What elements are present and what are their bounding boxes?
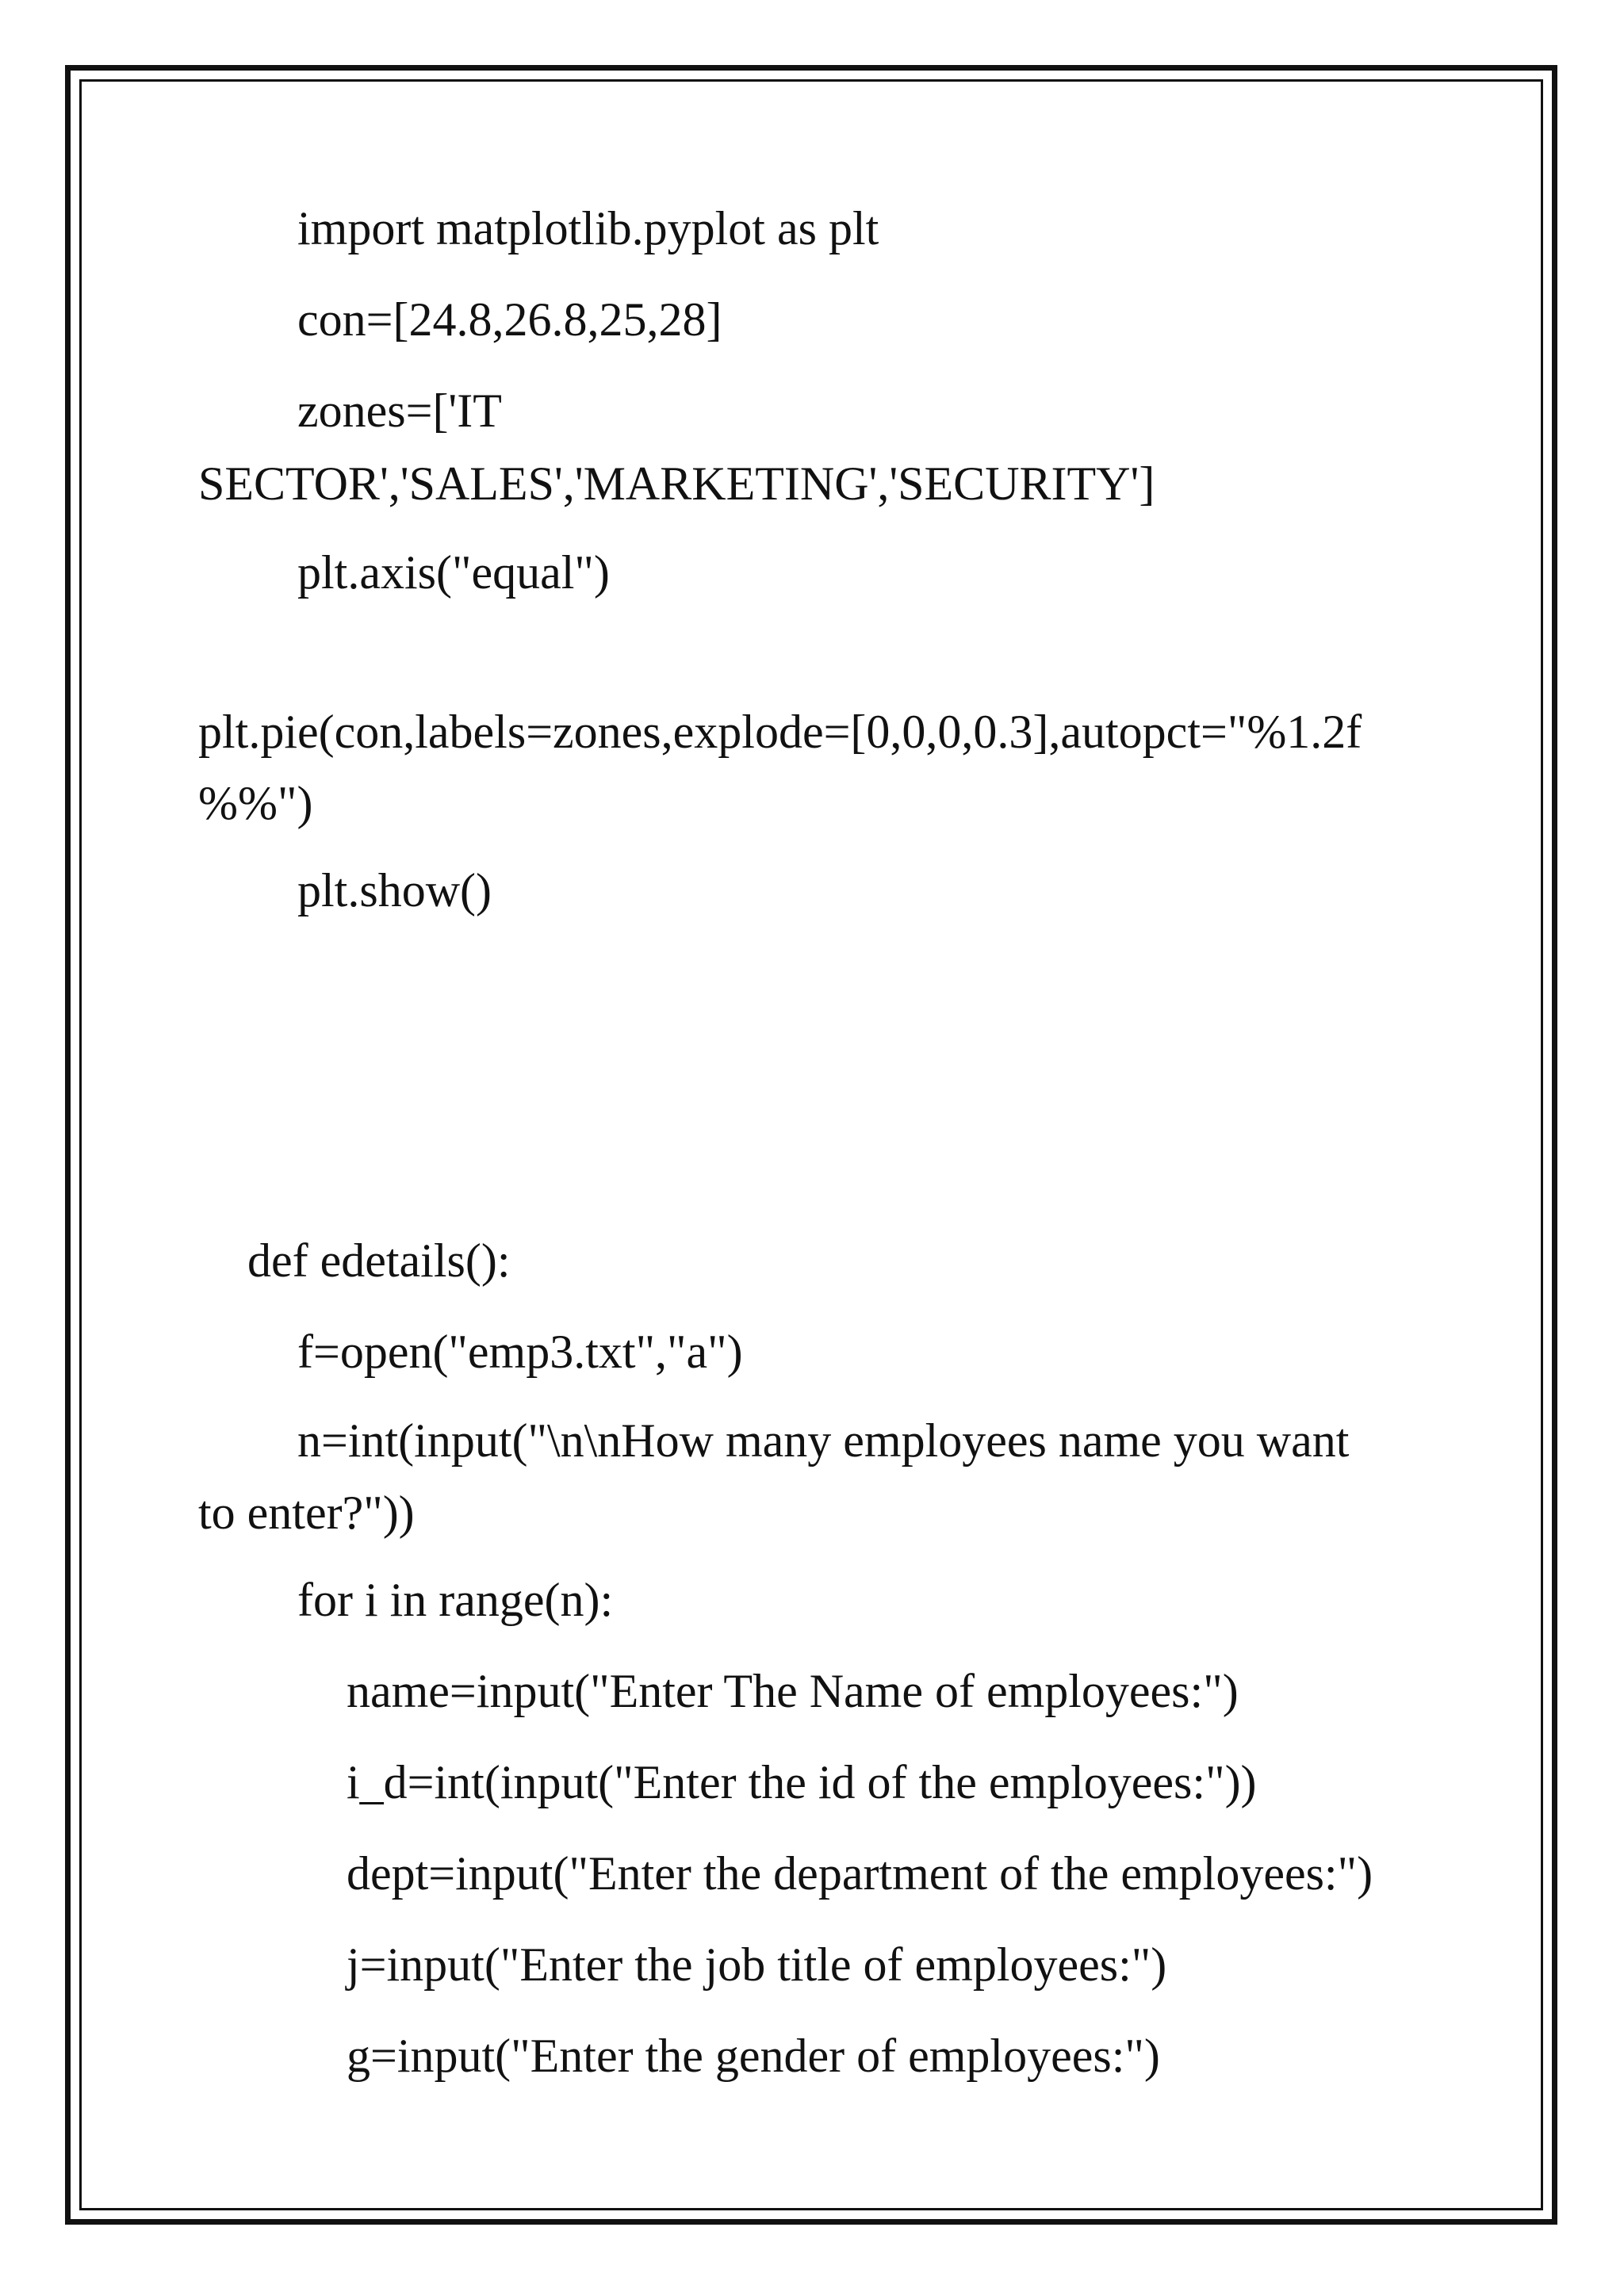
- code-line: n=int(input("\n\nHow many employees name you want: [297, 1414, 1350, 1467]
- code-line: SECTOR','SALES','MARKETING','SECURITY']: [198, 457, 1155, 510]
- code-line: def edetails():: [247, 1234, 511, 1287]
- code-line: dept=input("Enter the department of the employees:"): [347, 1847, 1373, 1900]
- code-line: to enter?")): [198, 1487, 415, 1539]
- code-line: j=input("Enter the job title of employees:"): [347, 1938, 1167, 1991]
- code-line: for i in range(n):: [297, 1574, 614, 1626]
- code-line: plt.pie(con,labels=zones,explode=[0,0,0,0.3],autopct="%1.2f: [198, 706, 1362, 758]
- code-line: f=open("emp3.txt","a"): [297, 1326, 743, 1378]
- code-line: con=[24.8,26.8,25,28]: [297, 293, 722, 346]
- code-line: plt.show(): [297, 864, 492, 916]
- code-line: g=input("Enter the gender of employees:"): [347, 2030, 1160, 2082]
- code-line: plt.axis("equal"): [297, 546, 610, 599]
- code-line: %%"): [198, 777, 313, 829]
- code-line: import matplotlib.pyplot as plt: [297, 202, 879, 254]
- code-line: zones=['IT: [297, 385, 502, 437]
- code-line: i_d=int(input("Enter the id of the employees:")): [347, 1756, 1257, 1808]
- code-line: name=input("Enter The Name of employees:"): [347, 1665, 1239, 1717]
